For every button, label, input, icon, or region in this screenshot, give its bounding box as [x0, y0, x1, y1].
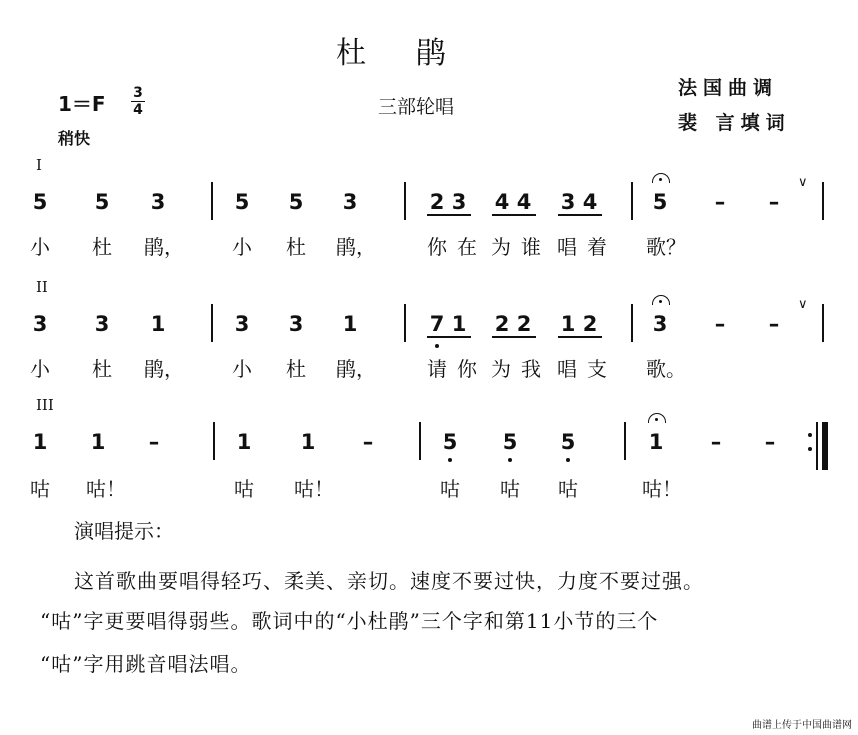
tips-heading: 演唱提示： — [74, 519, 174, 543]
note: 4 — [494, 190, 510, 214]
lyric: 歌。 — [646, 357, 686, 381]
fermata-icon — [652, 295, 670, 305]
lyric: 支 — [587, 357, 607, 381]
note: 5 — [502, 430, 518, 454]
note: 1 — [560, 312, 576, 336]
eighth-underline — [427, 214, 471, 216]
bar-line — [419, 422, 421, 460]
lyric: 咕！ — [86, 477, 126, 501]
note: 5 — [234, 190, 250, 214]
part-label-3: III — [36, 396, 54, 414]
lyric: 歌？ — [646, 235, 686, 259]
composer-credit: 法国曲调 — [678, 77, 779, 99]
note: 3 — [32, 312, 48, 336]
note: 5 — [288, 190, 304, 214]
note: 4 — [516, 190, 532, 214]
lyric: 杜 — [92, 235, 112, 259]
bar-line — [822, 182, 824, 220]
lyric: 杜 — [286, 235, 306, 259]
lyric: 鹃， — [336, 357, 376, 381]
end-bar-thin — [816, 422, 818, 470]
note: 3 — [451, 190, 467, 214]
footer-watermark: 曲谱上传于中国曲谱网 — [752, 720, 852, 731]
note: 5 — [442, 430, 458, 454]
bar-line — [404, 182, 406, 220]
eighth-underline — [492, 336, 536, 338]
note: 5 — [94, 190, 110, 214]
note: 1 — [451, 312, 467, 336]
lyric: 杜 — [92, 357, 112, 381]
lyric: 咕 — [558, 477, 578, 501]
note: 3 — [560, 190, 576, 214]
note: 2 — [494, 312, 510, 336]
subtitle: 三部轮唱 — [378, 96, 455, 118]
lyric: 杜 — [286, 357, 306, 381]
lyric: 唱 — [557, 357, 577, 381]
repeat-dot — [808, 433, 812, 437]
lyric: 咕 — [440, 477, 460, 501]
repeat-dot — [808, 447, 812, 451]
note: 7 — [429, 312, 445, 336]
lyric: 鹃， — [144, 235, 184, 259]
time-sig-top: 3 — [133, 85, 143, 101]
lyric: 小 — [232, 235, 252, 259]
lyric: 我 — [521, 357, 541, 381]
fermata-icon — [652, 173, 670, 183]
lyric: 唱 — [557, 235, 577, 259]
part-label-2: II — [36, 278, 48, 296]
eighth-underline — [558, 214, 602, 216]
lyric: 鹃， — [144, 357, 184, 381]
dash: – — [714, 312, 726, 336]
song-title: 杜鹃 — [336, 36, 496, 71]
bar-line — [404, 304, 406, 342]
lyric: 咕！ — [642, 477, 682, 501]
low-octave-dot — [508, 458, 512, 462]
tips-line-2: “咕”字更要唱得弱些。歌词中的“小杜鹃”三个字和第11小节的三个 — [40, 609, 659, 633]
key-signature: 1＝F — [58, 92, 106, 116]
dash: – — [362, 430, 374, 454]
note: 4 — [582, 190, 598, 214]
bar-line — [213, 422, 215, 460]
note: 5 — [560, 430, 576, 454]
bar-line — [631, 182, 633, 220]
note: 1 — [150, 312, 166, 336]
part-label-1: I — [36, 156, 42, 174]
time-sig-bottom: 4 — [133, 102, 143, 118]
dash: – — [764, 430, 776, 454]
dash: – — [148, 430, 160, 454]
lyric: 在 — [457, 235, 477, 259]
note: 3 — [94, 312, 110, 336]
lyric: 请 — [427, 357, 447, 381]
eighth-underline — [427, 336, 471, 338]
lyric: 为 — [491, 357, 511, 381]
eighth-underline — [492, 214, 536, 216]
end-bar-thick — [822, 422, 828, 470]
dash: – — [710, 430, 722, 454]
bar-line — [211, 182, 213, 220]
note: 2 — [582, 312, 598, 336]
note: 3 — [150, 190, 166, 214]
lyric: 咕 — [30, 477, 50, 501]
dash: – — [714, 190, 726, 214]
note: 5 — [652, 190, 668, 214]
note: 3 — [342, 190, 358, 214]
eighth-underline — [558, 336, 602, 338]
lyric: 你 — [427, 235, 447, 259]
tips-line-3: “咕”字用跳音唱法唱。 — [40, 652, 252, 676]
lyric: 小 — [30, 357, 50, 381]
tempo-marking: 稍快 — [58, 129, 91, 148]
bar-line — [631, 304, 633, 342]
note: 1 — [300, 430, 316, 454]
breath-mark: ∨ — [798, 297, 808, 312]
lyric: 你 — [457, 357, 477, 381]
bar-line — [211, 304, 213, 342]
bar-line — [822, 304, 824, 342]
note: 1 — [236, 430, 252, 454]
lyricist-credit: 裴 言填词 — [678, 112, 791, 134]
note: 1 — [342, 312, 358, 336]
lyric: 谁 — [521, 235, 541, 259]
lyric: 小 — [30, 235, 50, 259]
note: 5 — [32, 190, 48, 214]
lyric: 小 — [232, 357, 252, 381]
fermata-icon — [648, 413, 666, 423]
note: 3 — [288, 312, 304, 336]
note: 3 — [652, 312, 668, 336]
note: 2 — [429, 190, 445, 214]
dash: – — [768, 312, 780, 336]
low-octave-dot — [435, 344, 439, 348]
lyric: 咕 — [234, 477, 254, 501]
low-octave-dot — [566, 458, 570, 462]
tips-line-1: 这首歌曲要唱得轻巧、柔美、亲切。速度不要过快，力度不要过强。 — [74, 569, 704, 593]
note: 2 — [516, 312, 532, 336]
note: 1 — [32, 430, 48, 454]
low-octave-dot — [448, 458, 452, 462]
bar-line — [624, 422, 626, 460]
lyric: 咕！ — [294, 477, 334, 501]
note: 3 — [234, 312, 250, 336]
dash: – — [768, 190, 780, 214]
note: 1 — [648, 430, 664, 454]
lyric: 为 — [491, 235, 511, 259]
breath-mark: ∨ — [798, 175, 808, 190]
time-signature — [131, 86, 145, 117]
lyric: 鹃， — [336, 235, 376, 259]
note: 1 — [90, 430, 106, 454]
lyric: 咕 — [500, 477, 520, 501]
lyric: 着 — [587, 235, 607, 259]
